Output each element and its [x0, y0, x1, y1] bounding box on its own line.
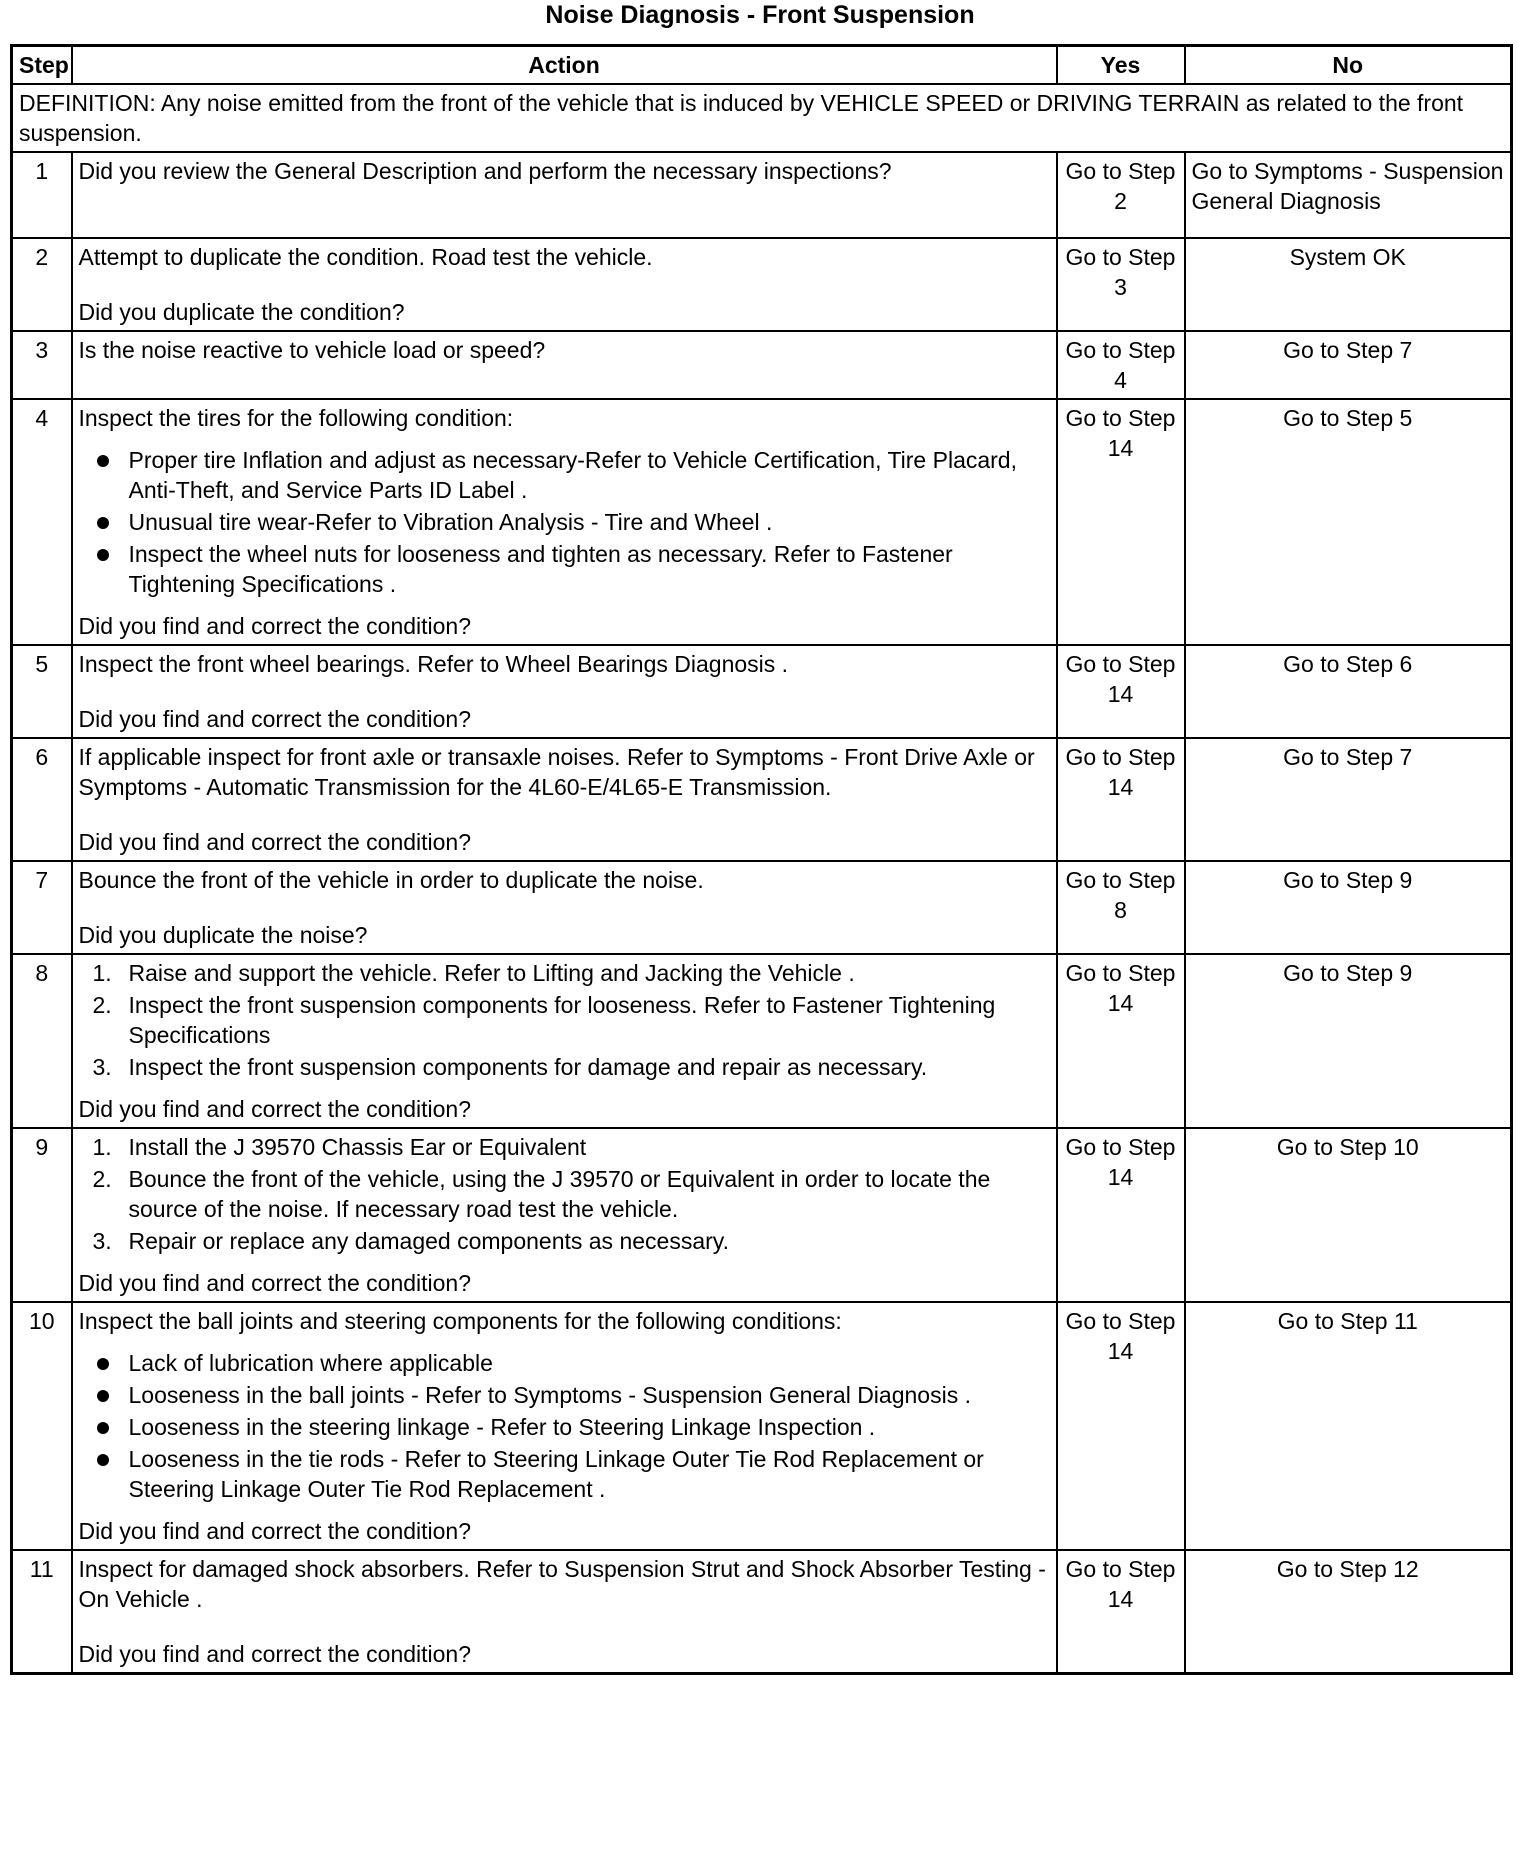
list-item: Inspect the wheel nuts for looseness and tighten as necessary. Refer to Fastener Tightening Specifications . [79, 539, 1050, 599]
step-yes: Go to Step 14 [1057, 1302, 1185, 1550]
header-action: Action [72, 46, 1057, 85]
table-row [12, 645, 1512, 738]
step-intro: If applicable inspect for front axle or transaxle noises. Refer to Symptoms - Front Drive Axle or Symptoms - Automatic Transmission for the 4L60-E/4L65-E Transmission. [78, 744, 1035, 800]
step-yes: Go to Step 14 [1057, 1128, 1185, 1302]
list-item: Unusual tire wear-Refer to Vibration Analysis - Tire and Wheel . [79, 507, 1050, 537]
step-intro: Did you review the General Description and perform the necessary inspections? [78, 158, 892, 184]
step-question: Did you duplicate the condition? [78, 299, 405, 325]
header-no: No [1185, 46, 1512, 85]
step-yes: Go to Step 4 [1057, 331, 1185, 399]
step-yes: Go to Step 14 [1057, 954, 1185, 1128]
table-row [12, 399, 1512, 645]
table-row [12, 1550, 1512, 1674]
numbered-list [79, 1132, 1050, 1256]
header-yes: Yes [1057, 46, 1185, 85]
step-intro: Inspect the tires for the following condition: [78, 405, 514, 431]
diagnosis-table [10, 44, 1513, 1675]
step-question: Did you find and correct the condition? [78, 613, 472, 639]
step-number: 7 [12, 861, 72, 954]
step-no: Go to Step 9 [1185, 954, 1512, 1128]
step-yes: Go to Step 2 [1057, 152, 1185, 238]
step-number: 3 [12, 331, 72, 399]
step-intro: Bounce the front of the vehicle in order to duplicate the noise. [78, 867, 704, 893]
step-number: 1 [12, 152, 72, 238]
list-item: Looseness in the ball joints - Refer to Symptoms - Suspension General Diagnosis . [79, 1380, 1050, 1410]
step-number: 8 [12, 954, 72, 1128]
list-item: 2. Inspect the front suspension components for looseness. Refer to Fastener Tightening Specifications [92, 992, 996, 1048]
list-item: 1. Install the J 39570 Chassis Ear or Equivalent [92, 1134, 587, 1160]
table-row [12, 1302, 1512, 1550]
list-item: 3. Inspect the front suspension components for damage and repair as necessary. [92, 1054, 928, 1080]
step-intro: Is the noise reactive to vehicle load or speed? [78, 337, 546, 363]
bullet-list [79, 1348, 1050, 1504]
step-action [72, 954, 1057, 1128]
step-number: 4 [12, 399, 72, 645]
step-intro: Attempt to duplicate the condition. Road test the vehicle. [78, 244, 653, 270]
step-number: 11 [12, 1550, 72, 1674]
step-question: Did you find and correct the condition? [78, 706, 472, 732]
list-item: 2. Bounce the front of the vehicle, using the J 39570 or Equivalent in order to locate the source of the noise. If necessary road test the vehicle. [92, 1166, 991, 1222]
table-row [12, 331, 1512, 399]
step-action [72, 645, 1057, 738]
step-action [72, 738, 1057, 861]
table-row [12, 238, 1512, 331]
numbered-list [79, 958, 1050, 1082]
table-row [12, 738, 1512, 861]
step-no: System OK [1185, 238, 1512, 331]
step-number: 5 [12, 645, 72, 738]
step-action [72, 331, 1057, 399]
step-number: 6 [12, 738, 72, 861]
list-item: Looseness in the steering linkage - Refer to Steering Linkage Inspection . [79, 1412, 1050, 1442]
step-no: Go to Step 9 [1185, 861, 1512, 954]
step-number: 10 [12, 1302, 72, 1550]
step-question: Did you duplicate the noise? [78, 922, 368, 948]
list-item: Proper tire Inflation and adjust as necessary-Refer to Vehicle Certification, Tire Placard, Anti-Theft, and Service Parts ID Label . [79, 445, 1050, 505]
step-no: Go to Step 7 [1185, 738, 1512, 861]
step-yes: Go to Step 8 [1057, 861, 1185, 954]
step-intro: Inspect the ball joints and steering components for the following conditions: [78, 1308, 842, 1334]
step-intro: Inspect the front wheel bearings. Refer to Wheel Bearings Diagnosis . [78, 651, 789, 677]
table-row [12, 954, 1512, 1128]
step-question: Did you find and correct the condition? [78, 829, 472, 855]
table-row [12, 1128, 1512, 1302]
step-yes: Go to Step 14 [1057, 738, 1185, 861]
table-row [12, 861, 1512, 954]
step-no: Go to Symptoms - Suspension General Diagnosis [1185, 152, 1512, 238]
step-no: Go to Step 10 [1185, 1128, 1512, 1302]
step-question: Did you find and correct the condition? [78, 1641, 472, 1667]
step-action [72, 861, 1057, 954]
step-no: Go to Step 11 [1185, 1302, 1512, 1550]
step-no: Go to Step 12 [1185, 1550, 1512, 1674]
step-yes: Go to Step 14 [1057, 399, 1185, 645]
header-step: Step [12, 46, 72, 85]
step-yes: Go to Step 14 [1057, 645, 1185, 738]
step-no: Go to Step 5 [1185, 399, 1512, 645]
step-action [72, 399, 1057, 645]
definition-row [12, 84, 1512, 152]
list-item: 1. Raise and support the vehicle. Refer to Lifting and Jacking the Vehicle . [92, 960, 855, 986]
page-title: Noise Diagnosis - Front Suspension [545, 1, 975, 29]
step-question: Did you find and correct the condition? [78, 1096, 472, 1122]
definition-text: DEFINITION: Any noise emitted from the front of the vehicle that is induced by VEHICLE SPEED or DRIVING TERRAIN as related to the front suspension. [12, 84, 1512, 152]
table-row [12, 152, 1512, 238]
step-number: 2 [12, 238, 72, 331]
step-action [72, 1550, 1057, 1674]
step-action [72, 1128, 1057, 1302]
step-yes: Go to Step 14 [1057, 1550, 1185, 1674]
step-action [72, 238, 1057, 331]
step-number: 9 [12, 1128, 72, 1302]
step-action [72, 1302, 1057, 1550]
bullet-list [79, 445, 1050, 599]
step-action [72, 152, 1057, 238]
step-yes: Go to Step 3 [1057, 238, 1185, 331]
list-item: Looseness in the tie rods - Refer to Steering Linkage Outer Tie Rod Replacement or Steering Linkage Outer Tie Rod Replacement . [79, 1444, 1050, 1504]
step-question: Did you find and correct the condition? [78, 1518, 472, 1544]
step-intro: Inspect for damaged shock absorbers. Refer to Suspension Strut and Shock Absorber Testing - On Vehicle . [78, 1556, 1046, 1612]
list-item: 3. Repair or replace any damaged components as necessary. [92, 1228, 729, 1254]
step-question: Did you find and correct the condition? [78, 1270, 472, 1296]
list-item: Lack of lubrication where applicable [79, 1348, 1050, 1378]
header-row [12, 46, 1512, 85]
step-no: Go to Step 7 [1185, 331, 1512, 399]
step-no: Go to Step 6 [1185, 645, 1512, 738]
